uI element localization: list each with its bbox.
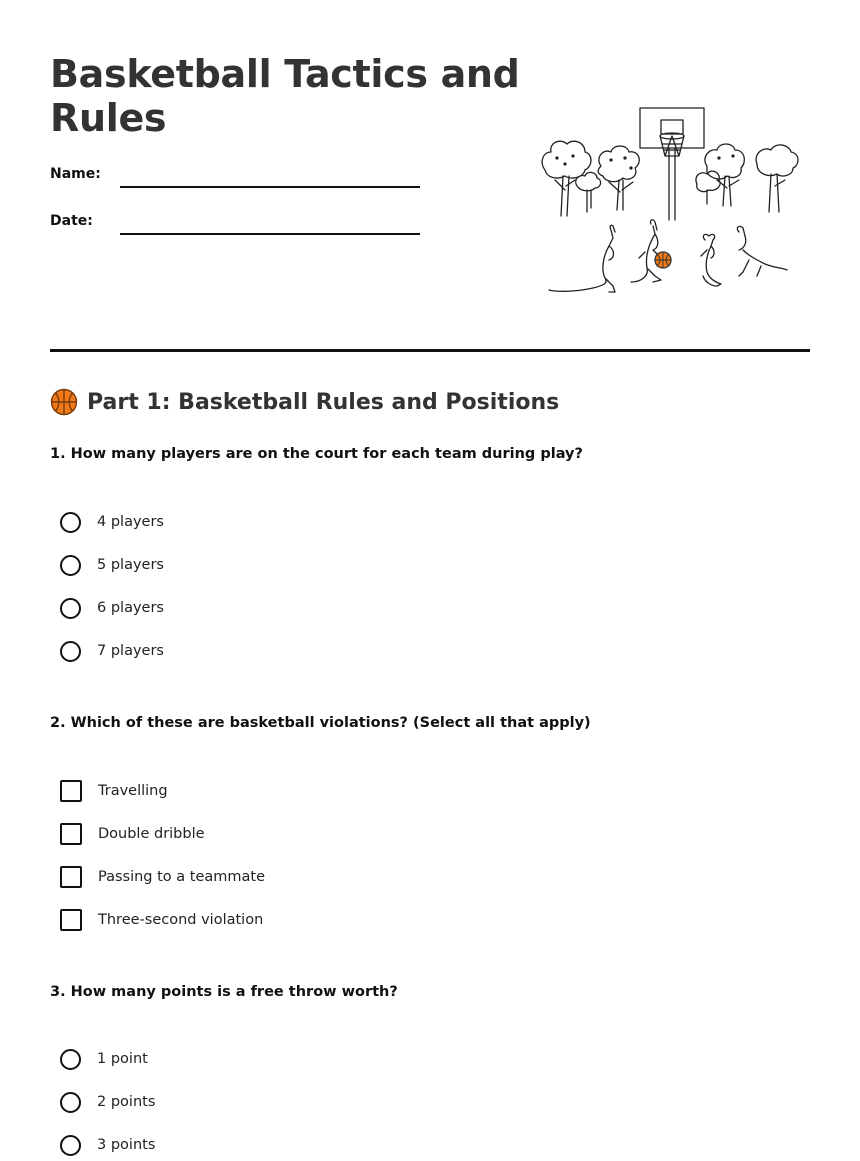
radio-button[interactable] — [60, 598, 81, 619]
kangaroo-icon — [631, 220, 661, 282]
kangaroo-icon — [701, 234, 721, 286]
tree-icon — [542, 141, 591, 216]
checkbox[interactable] — [60, 909, 82, 931]
option-label: 3 points — [97, 1137, 156, 1153]
question-1-option-3[interactable] — [60, 595, 164, 621]
option-label: Double dribble — [98, 826, 205, 842]
date-field-row — [50, 205, 430, 235]
radio-button[interactable] — [60, 1135, 81, 1156]
question-1-option-4[interactable] — [60, 638, 164, 664]
basketball-hoop-icon — [640, 108, 704, 220]
tree-icon — [705, 144, 744, 206]
radio-button[interactable] — [60, 512, 81, 533]
question-1-option-2[interactable] — [60, 552, 164, 578]
question-1-option-1[interactable] — [60, 509, 164, 535]
radio-button[interactable] — [60, 641, 81, 662]
option-label: 2 points — [97, 1094, 156, 1110]
option-label: Passing to a teammate — [98, 869, 266, 885]
question-1-text: 1. How many players are on the court for each team during play? — [50, 446, 583, 462]
tree-icon — [576, 172, 601, 212]
question-2-option-2[interactable] — [60, 821, 205, 847]
date-input[interactable] — [120, 233, 420, 235]
radio-button[interactable] — [60, 555, 81, 576]
section-title — [50, 388, 559, 416]
option-label: Travelling — [98, 783, 168, 799]
option-label: 1 point — [97, 1051, 148, 1067]
option-label: 4 players — [97, 514, 164, 530]
name-input[interactable] — [120, 186, 420, 188]
basketball-icon — [50, 388, 78, 416]
question-3-option-3[interactable] — [60, 1132, 155, 1158]
radio-button[interactable] — [60, 1049, 81, 1070]
question-3-option-2[interactable] — [60, 1089, 155, 1115]
question-2-option-3[interactable] — [60, 864, 265, 890]
tree-icon — [598, 146, 639, 210]
option-label: 6 players — [97, 600, 164, 616]
question-2-option-1[interactable] — [60, 778, 168, 804]
question-2-text: 2. Which of these are basketball violations? (Select all that apply) — [50, 715, 591, 731]
radio-button[interactable] — [60, 1092, 81, 1113]
kangaroo-icon — [737, 226, 787, 276]
checkbox[interactable] — [60, 823, 82, 845]
worksheet-title: Basketball Tactics and Rules — [50, 52, 520, 140]
basketball-icon — [655, 252, 671, 268]
name-field-row — [50, 158, 430, 188]
question-2-option-4[interactable] — [60, 907, 263, 933]
question-3-text: 3. How many points is a free throw worth? — [50, 984, 398, 1000]
checkbox[interactable] — [60, 780, 82, 802]
checkbox[interactable] — [60, 866, 82, 888]
question-3-option-1[interactable] — [60, 1046, 148, 1072]
option-label: 7 players — [97, 643, 164, 659]
option-label: Three-second violation — [98, 912, 264, 928]
tree-icon — [696, 171, 720, 204]
option-label: 5 players — [97, 557, 164, 573]
kangaroo-icon — [549, 225, 615, 292]
tree-icon — [756, 145, 798, 212]
date-label: Date: — [50, 213, 93, 229]
header-divider — [50, 349, 810, 352]
basketball-hoop-kangaroos-illustration — [535, 100, 805, 300]
section-title-text: Part 1: Basketball Rules and Positions — [87, 389, 560, 415]
name-label: Name: — [50, 166, 101, 182]
